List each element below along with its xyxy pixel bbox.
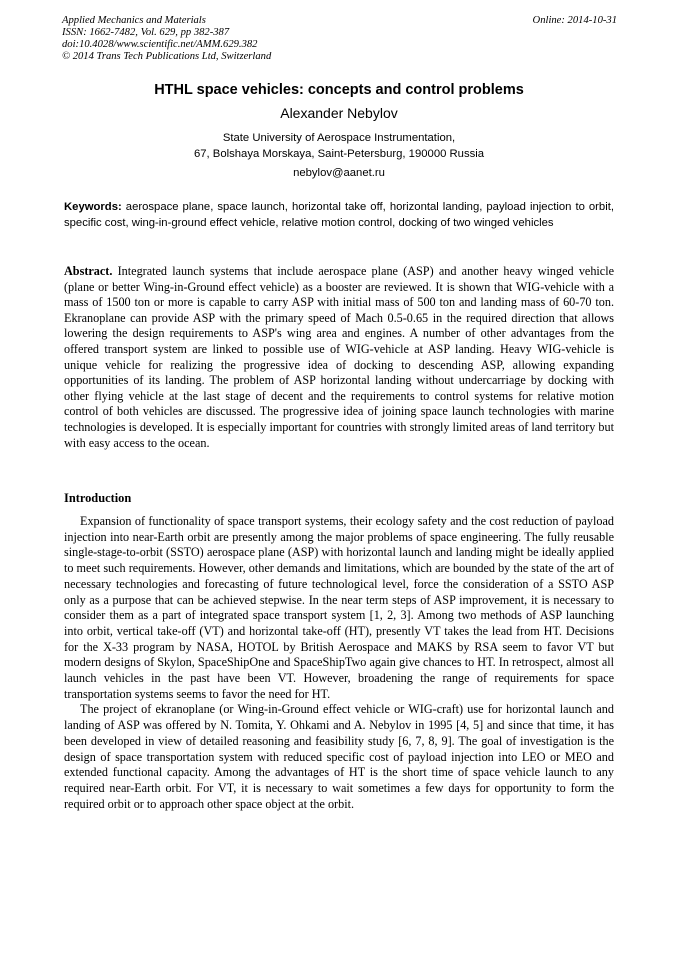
- journal-name: Applied Mechanics and Materials: [62, 15, 206, 26]
- author-email: nebylov@aanet.ru: [293, 167, 385, 179]
- abstract-block: [64, 264, 614, 451]
- introduction-body: [64, 514, 614, 812]
- abstract-text: Integrated launch systems that include aerospace plane (ASP) and another heavy winged vehicle (plane or better Wing-in-Ground effect vehicle) as a booster are reviewed. It is shown that WIG-vehicle with a mass of 1500 ton or more is capable to carry ASP with initial mass of 500 ton and landing mass of 60-70 ton. Ekranoplane can provide ASP with the primary speed of Mach 0.5-0.65 in the required direction that allows lowering the design requirements to ASP's wing area and engines. A number of other advantages from the offered transport system are linked to possible use of WIG-vehicle at ASP landing. Heavy WIG-vehicle is unique vehicle for realizing the progressive idea of docking to descending ASP, allowing expanding opportunities of its landing. The problem of ASP horizontal landing without undercarriage by docking with other flying vehicle at the last stage of decent and the requirements to control systems for relative motion control of both vehicles are discussed. The progressive idea of joining space launch technologies with marine technologies is developed. It is especially important for countries with strongly limited areas of land territory but with easy access to the ocean.: [64, 264, 615, 450]
- keywords-text: aerospace plane, space launch, horizontal take off, horizontal landing, payload injection to orbit, specific cost, wing-in-ground effect vehicle, relative motion control, docking of two winged vehicles: [64, 201, 614, 229]
- online-date: Online: 2014-10-31: [532, 15, 617, 26]
- abstract-label: Abstract.: [64, 264, 118, 278]
- paragraph: Expansion of functionality of space transport systems, their ecology safety and the cost reduction of payload injection into near-Earth orbit are presently among the major problems of space engineering. The fully reusable single-stage-to-orbit (SSTO) aerospace plane (ASP) with horizontal launch and landing might be ideally applied to meet such requirements. However, other demands and limitations, which are bounded by the state of the art of necessary technologies and forecasting of future technological level, force the consideration of a SSTO ASP only as a purpose that can be achieved stepwise. In the near term steps of ASP improvement, it is necessary to consider them as a part of integrated space transport system [1, 2, 3]. Among two methods of ASP launching into orbit, vertical take-off (VT) and horizontal take-off (HT), presently VT takes the lead from HT. Decisions for the X-33 program by NASA, HOTOL by British Aerospace and MAKS by RSA seem to favor VT but modern designs of Skylon, SpaceShipOne and SpaceShipTwo again give chances to HT. In retrospect, almost all launch vehicles in the past have been VT. However, broadening the range of requirements for space transportation systems seems to favor the need for HT.: [64, 514, 614, 701]
- author-name: Alexander Nebylov: [280, 105, 398, 121]
- affiliation: [0, 130, 678, 162]
- paragraph: The project of ekranoplane (or Wing-in-Ground effect vehicle or WIG-craft) use for horizontal launch and landing of ASP was offered by N. Tomita, Y. Ohkami and A. Nebylov in 1995 [4, 5] and since that time, it has been developed in view of detailed reasoning and feasibility study [6, 7, 8, 9]. The goal of investigation is the design of space transportation system with reduced specific cost of payload injection into LEO or MEO and extended functional capacity. Among the advantages of HT is the short time of space vehicle launch to any required near-Earth orbit. For VT, it is necessary to wait sometimes a few days for opportunity to form the required orbit or to approach other space object at the orbit.: [64, 702, 614, 811]
- keywords-block: [64, 200, 614, 231]
- copyright-line: © 2014 Trans Tech Publications Ltd, Switzerland: [62, 51, 272, 62]
- introduction-heading: Introduction: [64, 491, 132, 505]
- doi-line: doi:10.4028/www.scientific.net/AMM.629.382: [62, 39, 258, 50]
- affiliation-line-1: State University of Aerospace Instrumentation,: [222, 132, 456, 144]
- publication-header: [62, 15, 617, 63]
- issn-line: ISSN: 1662-7482, Vol. 629, pp 382-387: [62, 27, 230, 38]
- paper-title: HTHL space vehicles: concepts and control problems: [154, 82, 524, 98]
- affiliation-line-2: 67, Bolshaya Morskaya, Saint-Petersburg, 190000 Russia: [193, 148, 485, 160]
- keywords-label: Keywords:: [64, 201, 126, 213]
